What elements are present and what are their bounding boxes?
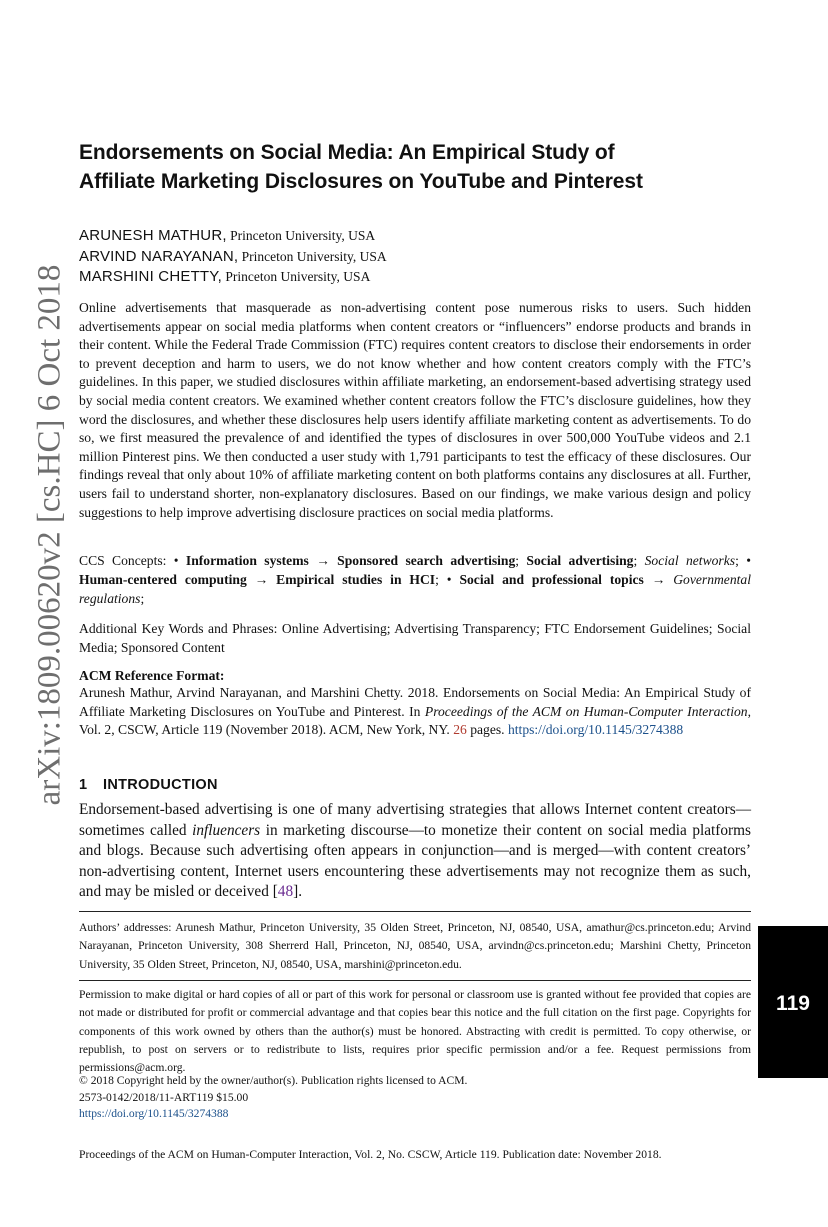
permission-divider <box>79 980 751 981</box>
ccs-concept: Social networks <box>644 553 736 568</box>
ccs-concept: Human-centered computing <box>79 572 247 587</box>
acm-reference-heading: ACM Reference Format: <box>79 668 225 683</box>
intro-text: ]. <box>293 883 303 901</box>
ccs-concept: Sponsored search advertising <box>337 553 516 568</box>
author-name: MARSHINI CHETTY, <box>79 268 222 285</box>
ccs-concept: Social and professional topics <box>459 572 644 587</box>
citation-link[interactable]: 48 <box>277 883 294 901</box>
page-footer: Proceedings of the ACM on Human-Computer Interaction, Vol. 2, No. CSCW, Article 119. Publication date: November 2018. <box>79 1148 662 1161</box>
author-affiliation: Princeton University, USA <box>238 248 387 264</box>
ccs-end: ; <box>140 591 145 606</box>
copyright-line: © 2018 Copyright held by the owner/author(s). Publication rights licensed to ACM. <box>79 1074 468 1087</box>
ccs-separator: ; <box>633 553 645 568</box>
paper-title <box>79 138 751 196</box>
intro-emphasis: influencers <box>192 821 261 839</box>
reference-text: , Vol. 2, CSCW, Article 119 (November 2018). ACM, New York, NY. <box>79 703 751 737</box>
title-line-2: Affiliate Marketing Disclosures on YouTube and Pinterest <box>79 170 643 193</box>
ccs-concept: Social advertising <box>526 553 634 568</box>
ccs-arrow: → <box>246 572 277 587</box>
ccs-concept: Governmental regulations <box>79 572 751 606</box>
title-line-1: Endorsements on Social Media: An Empirical Study of <box>79 141 615 164</box>
ccs-separator: ; • <box>435 572 460 587</box>
page-number-tab <box>758 926 828 1078</box>
author-list <box>79 226 387 288</box>
section-title: INTRODUCTION <box>103 777 218 793</box>
intro-text: in marketing discourse—to monetize their content on social media platforms and blogs. Because such advertising often appears in conjunction—and is merged—with content creators’ non-advertising content, Internet users encountering these advertisements may not recognize them as such, and may be misled or deceived [ <box>79 821 751 901</box>
section-heading <box>79 777 218 793</box>
ccs-arrow: → <box>643 572 674 587</box>
introduction-paragraph <box>79 800 751 903</box>
author-affiliation: Princeton University, USA <box>221 269 371 284</box>
ccs-separator: ; <box>515 553 527 568</box>
ccs-arrow: → <box>308 553 338 568</box>
ccs-concept: Information systems <box>185 553 309 568</box>
keywords: Additional Key Words and Phrases: Online Advertising; Advertising Transparency; FTC Endorsement Guidelines; Social Media; Sponsored Content <box>79 621 751 655</box>
ccs-concepts <box>79 551 751 608</box>
arxiv-sidebar <box>22 240 78 830</box>
author-name: ARUNESH MATHUR, <box>79 227 227 244</box>
ccs-concept: Empirical studies in HCI <box>276 572 436 587</box>
acm-reference <box>79 684 751 740</box>
issn-line: 2573-0142/2018/11-ART119 $15.00 <box>79 1091 249 1104</box>
author-entry <box>79 226 387 247</box>
intro-text: Endorsement-based advertising is one of many advertising strategies that allows Internet content creators—sometimes called <box>79 801 751 839</box>
author-entry <box>79 267 387 288</box>
ccs-prefix: CCS Concepts: • <box>79 553 186 568</box>
author-addresses: Authors’ addresses: Arunesh Mathur, Princeton University, 35 Olden Street, Princeton, NJ, 08540, USA, amathur@cs.princeton.edu; Arvind Narayanan, Princeton University, 308 Sherrerd Hall, Princeton, NJ, 08540, USA, arvindn@cs.princeton.edu; Marshini Chetty, Princeton University, 35 Olden Street, Princeton, NJ, 08540, USA, marshini@princeton.edu. <box>79 921 751 971</box>
reference-text: pages. <box>466 722 508 737</box>
reference-venue: Proceedings of the ACM on Human-Computer Interaction <box>424 703 748 719</box>
page-count-link[interactable]: 26 <box>453 722 467 737</box>
author-entry <box>79 247 387 268</box>
footnote-divider <box>79 911 751 912</box>
reference-text: Arunesh Mathur, Arvind Narayanan, and Marshini Chetty. 2018. Endorsements on Social Media: An Empirical Study of Affiliate Marketing Disclosures on YouTube and Pinterest. In <box>79 685 751 719</box>
abstract: Online advertisements that masquerade as non-advertising content pose numerous risks to users. Such hidden advertisements appear on social media platforms when content creators or “influencers” endorse products and brands in their content. While the Federal Trade Commission (FTC) requires content creators to disclose their endorsements in order to prevent deception and harm to users, we do not know whether and how content creators comply with the FTC’s guidelines. In this paper, we studied disclosures within affiliate marketing, an endorsement-based advertising strategy used by social media content creators. We examined whether content creators follow the FTC’s disclosure guidelines, how they word the disclosures, and whether these disclosures help users identify affiliate marketing content as advertisements. To do so, we first measured the prevalence of and identified the types of disclosures in over 500,000 YouTube videos and 2.1 million Pinterest pins. We then conducted a user study with 1,791 participants to test the efficacy of these disclosures. Our findings reveal that only about 10% of affiliate marketing content on both platforms contains any disclosures at all. Further, users fail to understand shorter, non-explanatory disclosures. Based on our findings, we make various design and policy suggestions to help improve advertising disclosure practices on social media platforms. <box>79 300 751 520</box>
arxiv-identifier: arXiv:1809.00620v2 [cs.HC] 6 Oct 2018 <box>31 264 68 806</box>
author-name: ARVIND NARAYANAN, <box>79 247 239 265</box>
permission-notice: Permission to make digital or hard copies of all or part of this work for personal or classroom use is granted without fee provided that copies are not made or distributed for profit or commercial advantage and that copies bear this notice and the full citation on the first page. Copyrights for components of this work owned by others than the author(s) must be honored. Abstracting with credit is permitted. To copy otherwise, or republish, to post on servers or to redistribute to lists, requires prior specific permission and/or a fee. Request permissions from permissions@acm.org. <box>79 988 751 1075</box>
doi-link[interactable]: https://doi.org/10.1145/3274388 <box>79 1107 229 1120</box>
reference-doi-link[interactable]: https://doi.org/10.1145/3274388 <box>507 722 684 737</box>
page-number: 119 <box>776 992 810 1015</box>
author-affiliation: Princeton University, USA <box>226 228 376 243</box>
section-number: 1 <box>79 777 88 793</box>
ccs-separator: ; • <box>735 553 751 568</box>
